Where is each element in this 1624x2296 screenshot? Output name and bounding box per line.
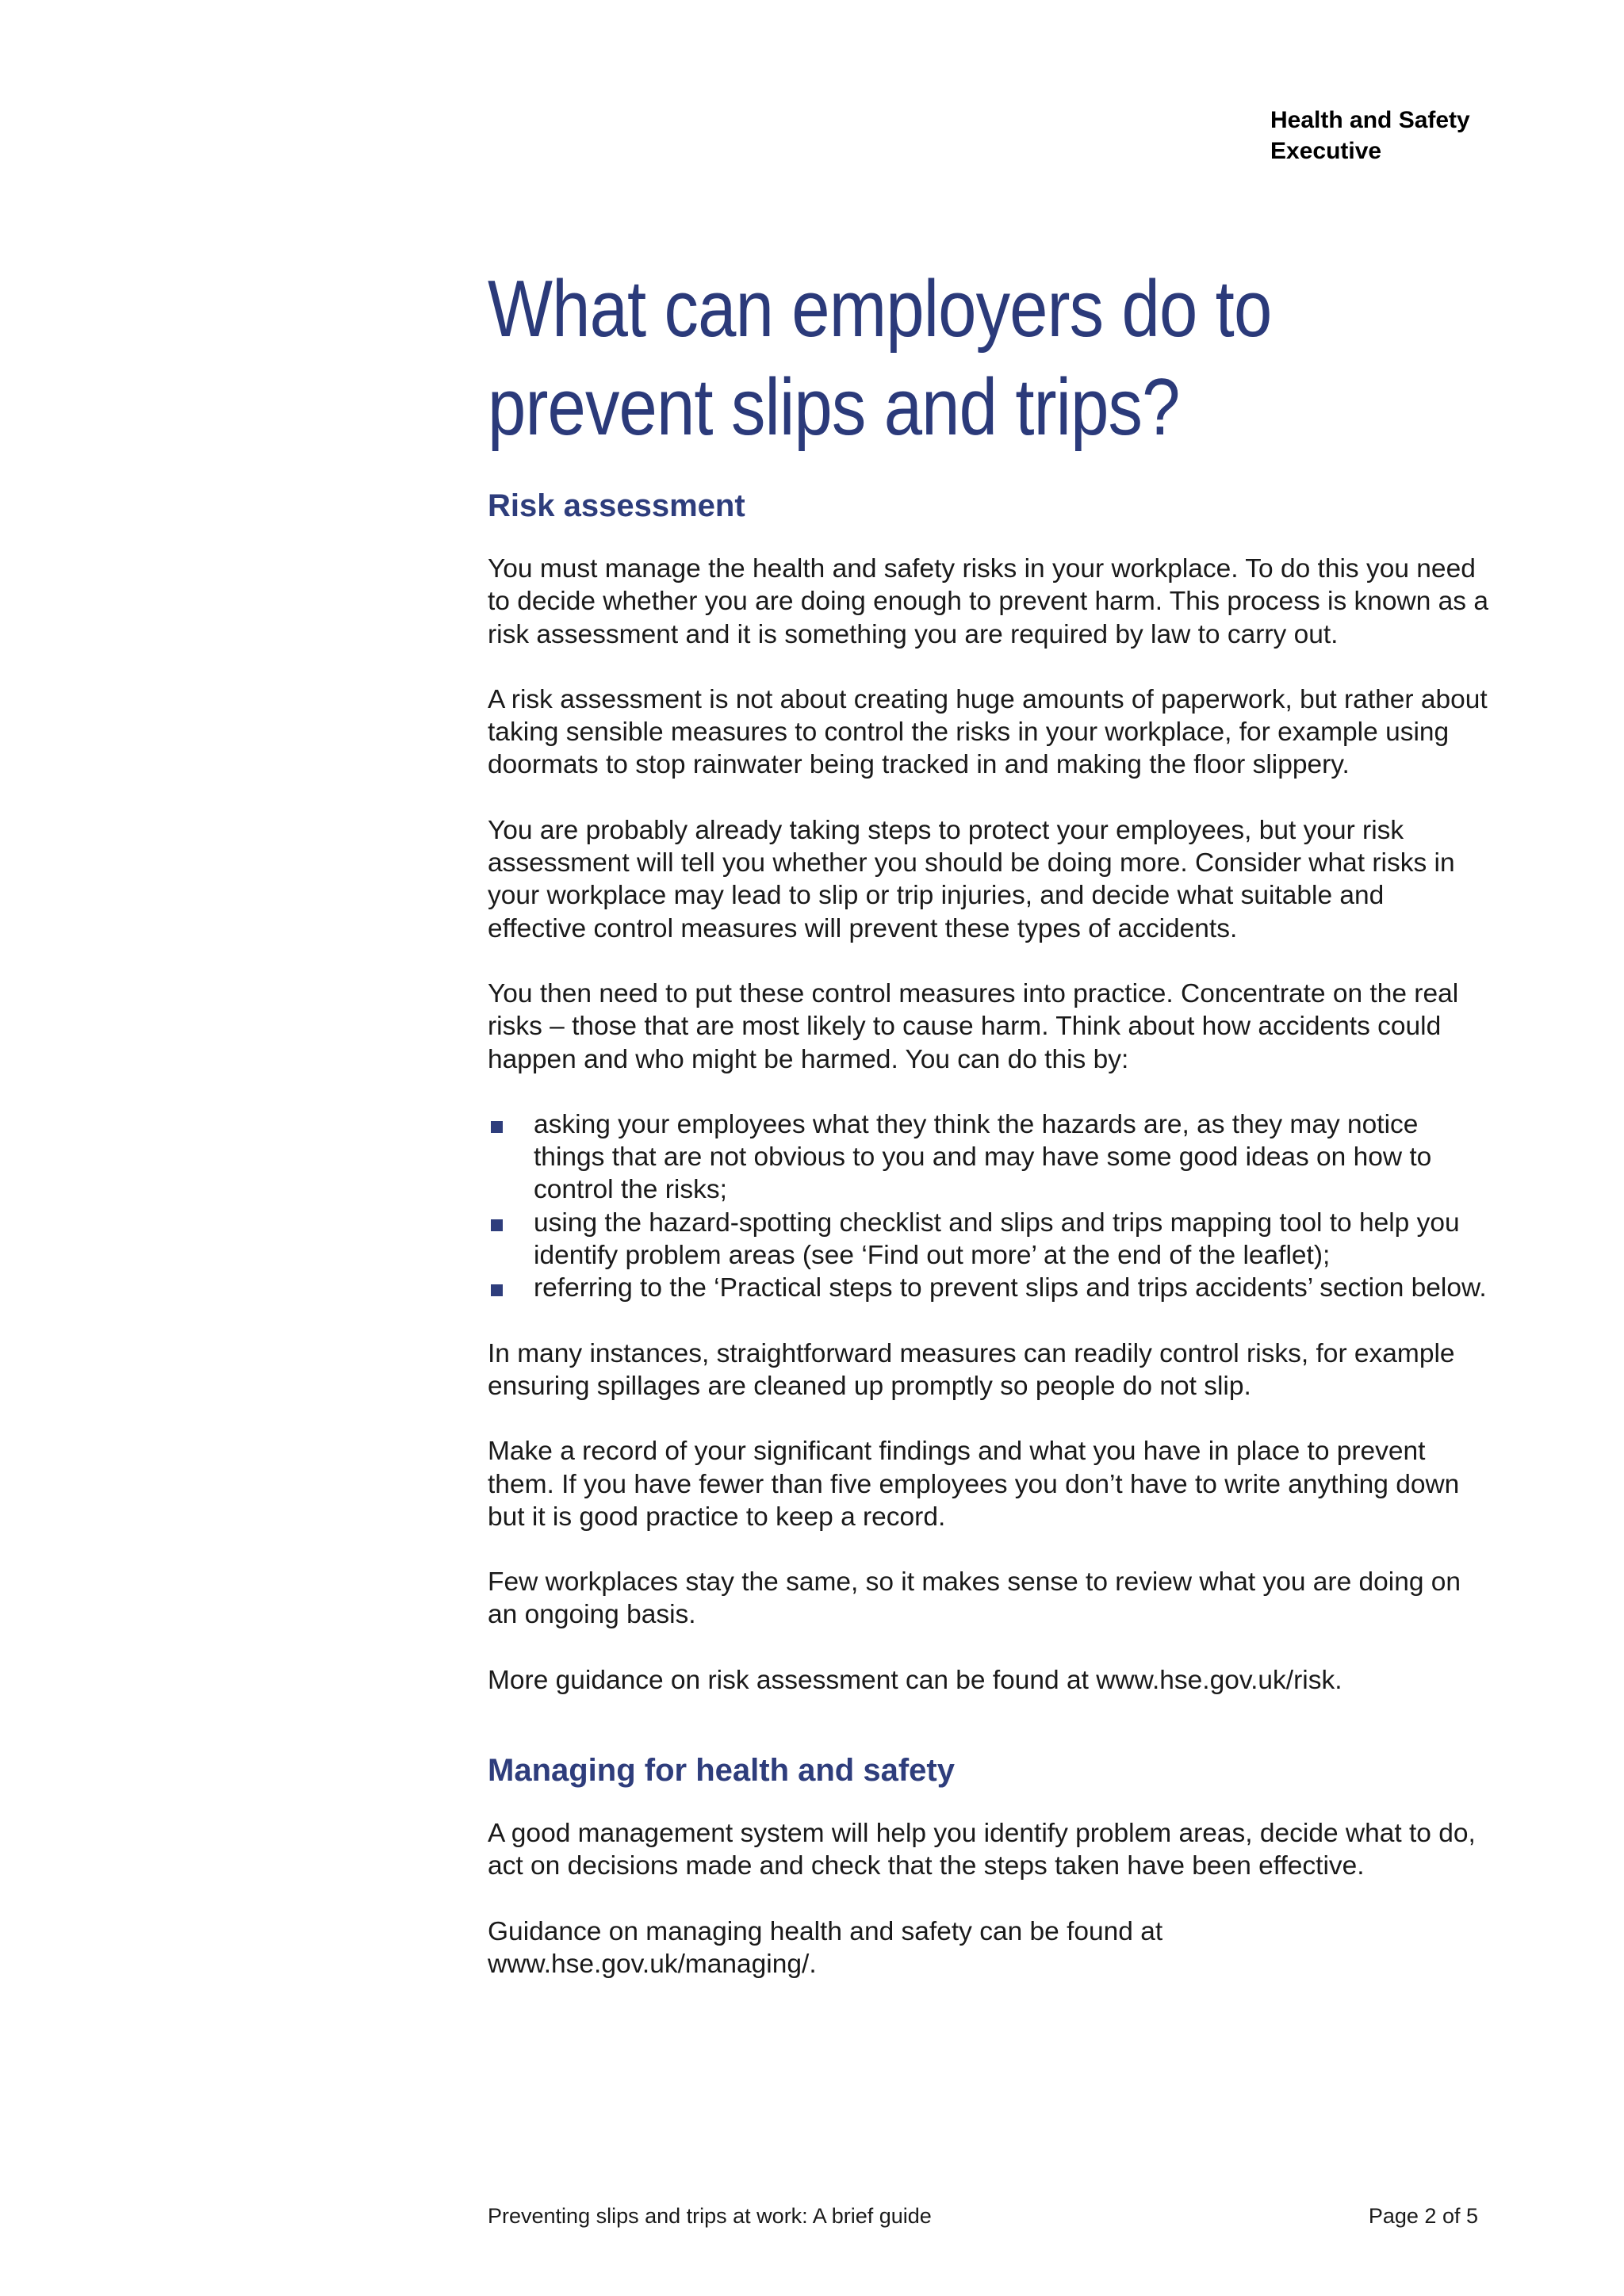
list-item [488, 1272, 1488, 1304]
risk-paragraph-2: A risk assessment is not about creating huge amounts of paperwork, but rather about taking sensible measures to control the risks in your workplace, for example using doormats to stop rainwater being tracked in and making the floor slippery. [488, 684, 1488, 780]
risk-paragraph-4: You then need to put these control measures into practice. Concentrate on the real risks – those that are most likely to cause harm. Think about how accidents could happen and who might be harmed. You can do this by: [488, 978, 1459, 1074]
managing-paragraph-2: Guidance on managing health and safety can be found at www.hse.gov.uk/managing/. [488, 1916, 1163, 1979]
risk-bullet-list [488, 1108, 1488, 1305]
list-item-text: referring to the ‘Practical steps to prevent slips and trips accidents’ section below. [534, 1273, 1487, 1303]
footer-page-number: Page 2 of 5 [1368, 2204, 1478, 2228]
square-bullet-icon [491, 1121, 503, 1133]
risk-paragraph-6: Make a record of your significant findings and what you have in place to prevent them. If you have fewer than five employees you don’t have to write anything down but it is good practice to keep a record. [488, 1437, 1460, 1532]
footer-document-title: Preventing slips and trips at work: A brief guide [488, 2204, 932, 2228]
page-title [488, 260, 1442, 457]
square-bullet-icon [491, 1284, 503, 1296]
risk-paragraph-1: You must manage the health and safety risks in your workplace. To do this you need to decide whether you are doing enough to prevent harm. This process is known as a risk assessment and it is something you are required by law to carry out. [488, 554, 1488, 649]
list-item-text: asking your employees what they think the hazards are, as they may notice things that are not obvious to you and may have some good ideas on how to control the risks; [534, 1109, 1432, 1205]
square-bullet-icon [491, 1219, 503, 1231]
organisation-name [1270, 105, 1572, 166]
risk-paragraph-3: You are probably already taking steps to protect your employees, but your risk assessment will tell you whether you should be doing more. Consider what risks in your workplace may lead to slip or trip injuries, and decide what suitable and effective control measures will prevent these types of accidents. [488, 815, 1455, 943]
managing-heading: Managing for health and safety [488, 1753, 955, 1789]
risk-paragraph-8: More guidance on risk assessment can be found at www.hse.gov.uk/risk. [488, 1665, 1342, 1695]
risk-assessment-heading: Risk assessment [488, 488, 745, 523]
list-item-text: using the hazard-spotting checklist and slips and trips mapping tool to help you identify problem areas (see ‘Find out more’ at the end of the leaflet); [534, 1207, 1460, 1271]
list-item [488, 1207, 1488, 1272]
organisation-name-line1: Health and Safety [1270, 107, 1470, 133]
managing-paragraph-1: A good management system will help you identify problem areas, decide what to do, act on decisions made and check that the steps taken have been effective. [488, 1819, 1476, 1881]
page-title-line2: prevent slips and trips? [488, 363, 1180, 452]
risk-paragraph-5: In many instances, straightforward measures can readily control risks, for example ensuring spillages are cleaned up promptly so people do not slip. [488, 1338, 1455, 1401]
list-item [488, 1108, 1488, 1207]
organisation-name-line2: Executive [1270, 138, 1382, 164]
page-title-line1: What can employers do to [488, 265, 1272, 354]
risk-paragraph-7: Few workplaces stay the same, so it makes sense to review what you are doing on an ongoing basis. [488, 1567, 1461, 1630]
main-content [488, 260, 1488, 1980]
